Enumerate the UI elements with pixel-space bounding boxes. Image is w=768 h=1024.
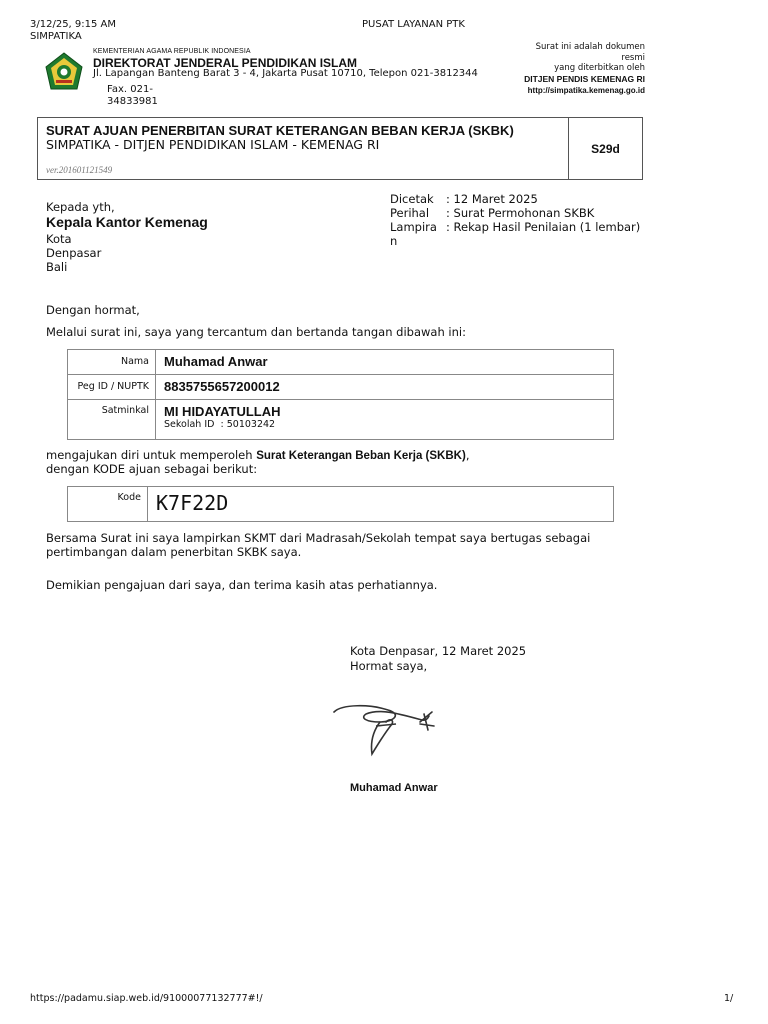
school-id-value: : 50103242 (220, 419, 276, 430)
recipient-address-line-1: Kota (46, 232, 72, 246)
document-title: SURAT AJUAN PENERBITAN SURAT KETERANGAN BEBAN KERJA (SKBK) (46, 123, 514, 138)
request-bold: Surat Keterangan Beban Kerja (SKBK) (256, 450, 466, 462)
note-line-2: resmi (621, 52, 645, 63)
pegid-label: Peg ID / NUPTK (68, 375, 156, 399)
signature-place-date: Kota Denpasar, 12 Maret 2025 (350, 644, 527, 658)
identity-row-name (68, 350, 613, 375)
satminkal-value: MI HIDAYATULLAH (164, 404, 281, 419)
printed-value: : 12 Maret 2025 (446, 192, 538, 206)
print-page-number: 1/ (724, 993, 734, 1004)
form-code: S29d (568, 118, 642, 179)
recipient-name: Kepala Kantor Kemenag (46, 214, 208, 230)
subtitle-brand: SIMPATIKA (46, 137, 111, 152)
print-app-name: SIMPATIKA (30, 31, 82, 42)
handwritten-signature (330, 700, 450, 760)
note-url: http://simpatika.kemenag.go.id (527, 86, 645, 95)
request-suffix: , (465, 448, 470, 462)
code-label: Kode (68, 487, 148, 521)
print-footer-url: https://padamu.siap.web.id/91000077132777#!/ (30, 993, 263, 1004)
request-prefix: mengajukan diri untuk memperoleh (46, 448, 257, 462)
closing-text: Demikian pengajuan dari saya, dan terima kasih atas perhatiannya. (46, 578, 438, 592)
attachment-text-2: pertimbangan dalam penerbitan SKBK saya. (46, 545, 302, 559)
identity-table (67, 349, 614, 440)
code-box (67, 486, 614, 522)
attachment-label-1: Lampira (390, 220, 437, 234)
recipient-greeting: Kepada yth, (46, 200, 115, 214)
satminkal-label: Satminkal (68, 400, 156, 439)
school-id-label: Sekolah ID (164, 419, 215, 430)
subject-label: Perihal (390, 206, 430, 220)
intro-text: Melalui surat ini, saya yang tercantum dan bertanda tangan dibawah ini: (46, 325, 466, 339)
school-id (164, 419, 281, 430)
document-subtitle (46, 137, 379, 152)
official-document-note (495, 42, 645, 97)
recipient-address-line-3: Bali (46, 260, 68, 274)
document-version: ver.201601121549 (46, 165, 113, 175)
name-label: Nama (68, 350, 156, 374)
print-header-title: PUSAT LAYANAN PTK (362, 19, 465, 30)
subtitle-rest: - DITJEN PENDIDIKAN ISLAM - KEMENAG RI (110, 137, 380, 152)
directorate-address: Jl. Lapangan Banteng Barat 3 - 4, Jakarta Pusat 10710, Telepon 021-3812344 (93, 68, 478, 79)
request-line-2: dengan KODE ajuan sebagai berikut: (46, 462, 258, 476)
title-box (37, 117, 643, 180)
identity-row-pegid (68, 375, 613, 400)
pegid-value: 8835755657200012 (164, 379, 280, 394)
attachment-label-2: n (390, 234, 398, 248)
note-issuer: DITJEN PENDIS KEMENAG RI (524, 73, 645, 84)
code-value: K7F22D (156, 491, 229, 515)
fax-line-2: 34833981 (107, 96, 158, 107)
recipient-address-line-2: Denpasar (46, 246, 102, 260)
note-line-3: yang diterbitkan oleh (554, 63, 645, 73)
note-line-1: Surat ini adalah dokumen (535, 42, 645, 52)
salutation: Dengan hormat, (46, 303, 140, 317)
ministry-name: KEMENTERIAN AGAMA REPUBLIK INDONESIA (93, 48, 251, 55)
printed-label: Dicetak (390, 192, 434, 206)
identity-row-satminkal (68, 400, 613, 439)
kemenag-emblem-icon (44, 52, 84, 90)
satminkal-cell (156, 400, 281, 439)
signature-regards: Hormat saya, (350, 659, 428, 673)
attachment-text-1: Bersama Surat ini saya lampirkan SKMT dari Madrasah/Sekolah tempat saya bertugas sebagai (46, 531, 591, 545)
directorate-name: DIREKTORAT JENDERAL PENDIDIKAN ISLAM (93, 56, 358, 70)
name-value: Muhamad Anwar (164, 354, 268, 369)
attachment-value: : Rekap Hasil Penilaian (1 lembar) (446, 220, 641, 234)
request-text (46, 448, 469, 463)
fax-line-1: Fax. 021- (107, 84, 153, 95)
letter-meta (390, 192, 640, 248)
directorate-fax (107, 84, 158, 108)
recipient-address (46, 232, 101, 274)
print-timestamp: 3/12/25, 9:15 AM (30, 19, 117, 30)
attachment-label (390, 220, 446, 248)
subject-value: : Surat Permohonan SKBK (446, 206, 595, 220)
signatory-name: Muhamad Anwar (350, 782, 438, 794)
